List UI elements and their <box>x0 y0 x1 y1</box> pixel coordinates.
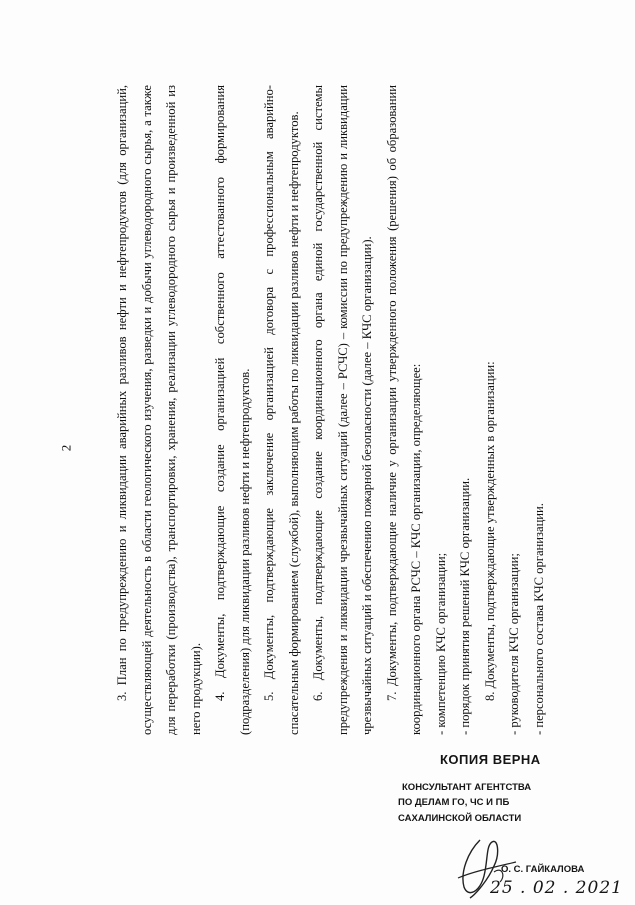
stamp-signer-name: О. С. ГАЙКАЛОВА <box>501 864 585 875</box>
stamp-agency: ПО ДЕЛАМ ГО, ЧС И ПБ <box>398 797 510 808</box>
page-number: 2 <box>58 444 74 452</box>
paragraph-5: 5. Документы, подтверждающие заключение организацией договора с профессиональным аварийно-спасательным формированием (службой), выполняющим работы по ликвидации разливов нефти и нефтепродуктов. <box>262 85 301 735</box>
paragraph-4: 4. Документы, подтверждающие создание организацией собственного аттестованного формирования (подразделения) для ликвидации разливов нефти и нефтепродуктов. <box>213 85 252 735</box>
stamp-region: САХАЛИНСКОЙ ОБЛАСТИ <box>398 813 522 824</box>
paragraph-8: 8. Документы, подтверждающие утвержденных в организации: <box>482 361 497 701</box>
list-item-composition: - персонального состава КЧС организации. <box>531 503 546 735</box>
certification-stamp <box>398 752 623 902</box>
paragraph-7: 7. Документы, подтверждающие наличие у организации утвержденного положения (решения) об образовании координационного органа РСЧС – КЧС организации, определяющее: <box>384 85 423 735</box>
list-item-head: - руководителя КЧС организации; <box>507 553 521 735</box>
list-item-decision-procedure: - порядок принятия решений КЧС организации. <box>458 477 472 735</box>
document-body <box>110 85 590 735</box>
list-item-competence: - компетенцию КЧС организации; <box>433 552 448 735</box>
stamp-title: КОПИЯ ВЕРНА <box>440 752 541 767</box>
stamp-position: КОНСУЛЬТАНТ АГЕНТСТВА <box>402 782 532 793</box>
stamp-date: 25 . 02 . 2021 <box>490 878 623 898</box>
paragraph-3: 3. План по предупреждению и ликвидации аварийных разливов нефти и нефтепродуктов (для организаций, осуществляющей деятельность в области геологического изучения, разведки и добычи углеводородного сырья, а также для переработки (производства), транспортировки, хранения, реализации углеводородного сырья и произведенной из него продукции). <box>115 85 203 735</box>
paragraph-6: 6. Документы, подтверждающие создание координационного органа единой государственной системы предупреждения и ликвидации чрезвычайных ситуаций (далее – РСЧС) – комиссии по предупреждению и ликвидации чрезвычайных ситуаций и обеспечению пожарной безопасности (далее – КЧС организации). <box>311 85 374 735</box>
